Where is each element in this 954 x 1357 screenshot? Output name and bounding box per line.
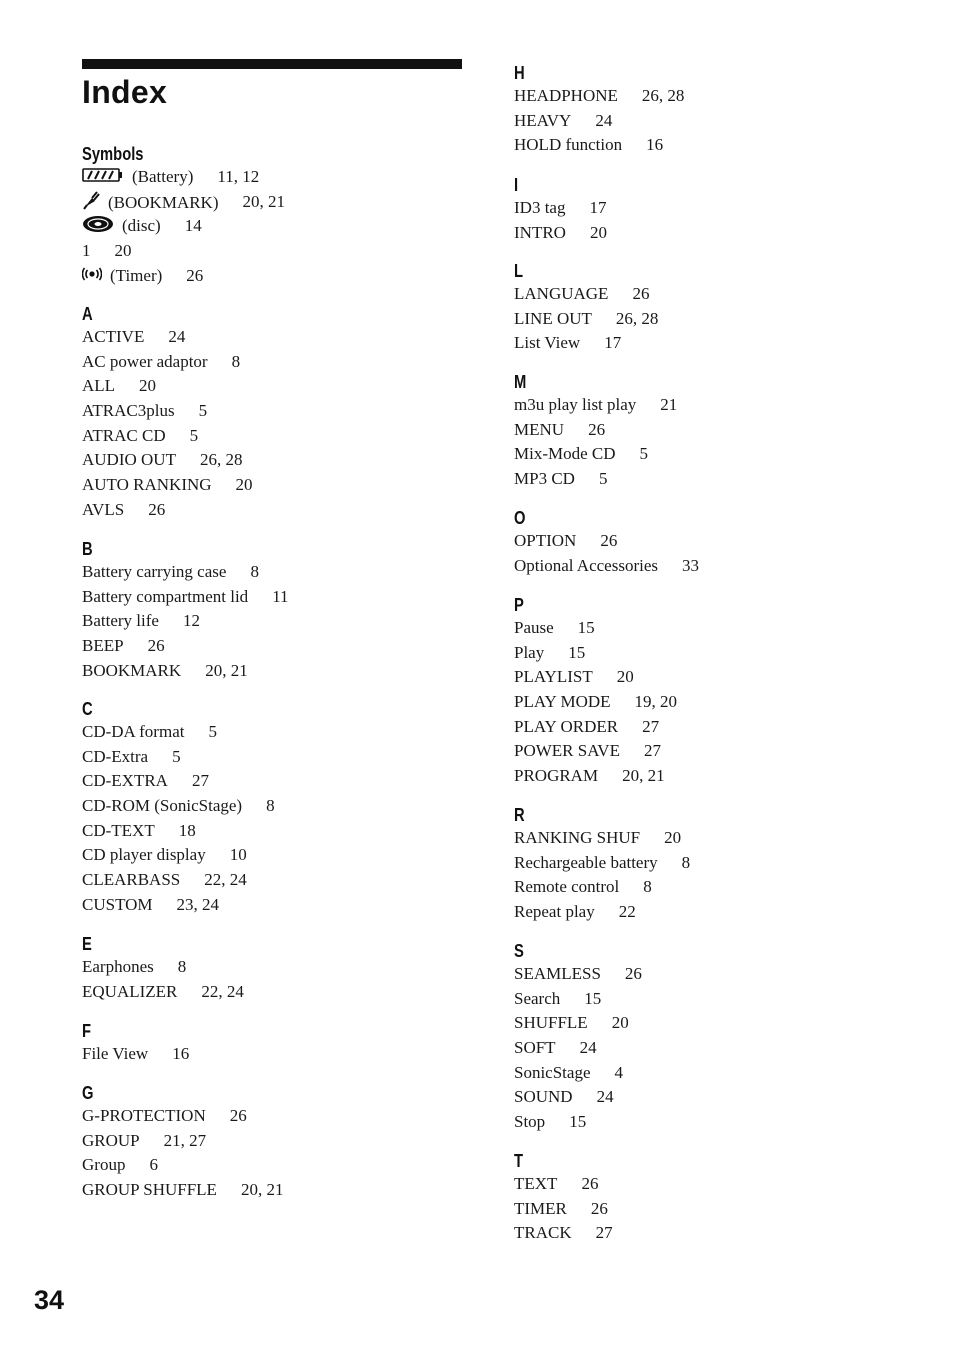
index-entry	[82, 350, 253, 375]
entry-pages: 27	[191, 771, 209, 791]
entry-term: INTRO	[514, 222, 566, 242]
bookmark-icon	[82, 190, 100, 218]
index-entry	[514, 84, 684, 109]
entry-term: BEEP	[82, 636, 124, 656]
index-entry	[82, 498, 253, 523]
index-entry	[82, 955, 244, 980]
index-entry	[514, 282, 658, 307]
entry-term: Earphones	[82, 957, 154, 976]
section-heading: B	[82, 539, 93, 559]
index-entry	[82, 769, 275, 794]
entry-term: OPTION	[514, 531, 577, 550]
index-entry	[82, 448, 253, 473]
entry-term: G-PROTECTION	[82, 1106, 206, 1125]
title-rule	[82, 59, 462, 69]
index-entry	[514, 739, 677, 764]
index-entry	[514, 467, 677, 492]
entry-term: Play	[514, 642, 545, 662]
index-entry	[82, 893, 275, 918]
entry-pages: 26	[588, 419, 606, 439]
entry-pages: 26, 28	[615, 308, 659, 328]
entry-pages: 26	[148, 499, 166, 519]
section-heading: H	[514, 63, 525, 83]
entry-term: ATRAC CD	[82, 425, 166, 445]
entry-pages: 18	[178, 820, 196, 840]
index-entry	[514, 900, 690, 925]
entry-pages: 5	[198, 401, 208, 421]
index-entry	[514, 393, 677, 418]
entry-pages: 33	[682, 555, 699, 575]
index-section-f	[82, 1020, 189, 1067]
entry-pages: 8	[231, 351, 241, 371]
entry-pages: 16	[646, 135, 664, 155]
index-entry	[514, 109, 684, 134]
entry-term: 1	[82, 241, 91, 261]
index-entry	[514, 875, 690, 900]
entry-pages: 20	[616, 667, 634, 687]
index-entry	[82, 794, 275, 819]
index-entry	[82, 1178, 283, 1203]
entry-pages: 26	[632, 284, 650, 303]
index-entry	[82, 1129, 283, 1154]
section-heading: L	[514, 261, 524, 281]
entry-term: Battery carrying case	[82, 562, 227, 581]
entry-term: CD player display	[82, 845, 206, 865]
entry-term: ATRAC3plus	[82, 401, 175, 421]
entry-term: HOLD function	[514, 135, 623, 155]
index-entry	[514, 1197, 613, 1222]
entry-pages: 22	[618, 902, 636, 922]
entry-pages: 15	[569, 1112, 587, 1132]
section-heading: E	[82, 934, 92, 954]
section-heading: A	[82, 304, 93, 324]
index-entry	[82, 843, 275, 868]
entry-term: TRACK	[514, 1223, 572, 1243]
section-heading: Symbols	[82, 144, 144, 164]
index-section-symbols	[82, 143, 285, 288]
index-section-m	[514, 371, 677, 492]
section-heading: S	[514, 941, 524, 961]
index-entry	[514, 987, 642, 1012]
entry-term: Repeat play	[514, 902, 595, 922]
entry-pages: 24	[579, 1038, 597, 1058]
entry-pages: 8	[266, 796, 275, 816]
index-entry	[82, 239, 285, 264]
entry-term: AVLS	[82, 499, 125, 519]
index-entry	[514, 962, 642, 987]
index-section-o	[514, 507, 699, 578]
entry-term: (BOOKMARK)	[108, 192, 219, 212]
entry-pages: 5	[208, 722, 217, 741]
entry-term: CUSTOM	[82, 894, 153, 914]
index-entry	[82, 473, 253, 498]
index-section-t	[514, 1150, 613, 1246]
index-entry	[514, 529, 699, 554]
index-entry	[514, 307, 658, 332]
entry-term: SOUND	[514, 1087, 573, 1107]
entry-term: HEAVY	[514, 110, 572, 130]
index-section-a	[82, 303, 253, 523]
entry-term: LINE OUT	[514, 308, 592, 328]
entry-term: PLAY ORDER	[514, 716, 619, 736]
index-entry	[514, 1110, 642, 1135]
entry-pages: 5	[598, 469, 608, 489]
entry-pages: 27	[643, 741, 661, 761]
entry-pages: 5	[189, 425, 199, 445]
entry-pages: 21, 27	[163, 1130, 207, 1150]
entry-pages: 26	[186, 265, 204, 285]
entry-term: Rechargeable battery	[514, 852, 658, 872]
index-entry	[82, 659, 289, 684]
section-heading: T	[514, 1151, 524, 1171]
entry-pages: 20	[139, 376, 157, 396]
entry-term: Battery life	[82, 611, 159, 631]
entry-pages: 15	[568, 642, 586, 662]
entry-pages: 22, 24	[204, 870, 247, 890]
entry-pages: 26	[624, 964, 642, 983]
index-entry	[514, 715, 677, 740]
entry-term: Pause	[514, 618, 554, 637]
entry-pages: 26	[229, 1106, 247, 1125]
page-number: 34	[34, 1285, 65, 1315]
index-entry	[82, 190, 285, 215]
entry-term: SonicStage	[514, 1062, 591, 1082]
page-title: Index	[82, 74, 168, 110]
index-entry	[514, 1172, 613, 1197]
index-entry	[514, 1085, 642, 1110]
index-entry	[514, 442, 677, 467]
entry-pages: 8	[250, 562, 259, 581]
entry-term: CLEARBASS	[82, 870, 181, 890]
entry-pages: 26	[147, 636, 165, 656]
entry-pages: 20, 21	[242, 192, 285, 212]
index-entry	[82, 399, 253, 424]
entry-term: AC power adaptor	[82, 351, 208, 371]
entry-term: LANGUAGE	[514, 284, 609, 303]
entry-pages: 20	[235, 475, 253, 495]
index-entry	[82, 325, 253, 350]
entry-pages: 8	[681, 852, 691, 872]
entry-pages: 15	[584, 988, 602, 1008]
entry-term: POWER SAVE	[514, 741, 620, 761]
index-entry	[82, 980, 244, 1005]
index-entry	[82, 1042, 189, 1067]
index-entry	[82, 1153, 283, 1178]
index-entry	[514, 133, 684, 158]
entry-term: (disc)	[122, 216, 161, 236]
index-entry	[514, 641, 677, 666]
entry-term: CD-DA format	[82, 722, 185, 741]
entry-pages: 4	[614, 1062, 623, 1082]
section-heading: C	[82, 699, 93, 719]
index-entry	[514, 1221, 613, 1246]
entry-pages: 27	[595, 1223, 613, 1243]
disc-icon	[82, 215, 114, 241]
index-entry	[514, 1036, 642, 1061]
entry-term: ACTIVE	[82, 327, 145, 346]
entry-pages: 5	[639, 444, 649, 464]
entry-term: TIMER	[514, 1198, 567, 1218]
entry-term: Stop	[514, 1112, 546, 1132]
entry-term: RANKING SHUF	[514, 828, 641, 847]
index-section-i	[514, 174, 607, 245]
entry-term: Group	[82, 1155, 126, 1175]
index-entry	[514, 826, 690, 851]
entry-pages: 5	[172, 746, 181, 766]
entry-pages: 22, 24	[201, 981, 244, 1001]
entry-term: GROUP	[82, 1130, 140, 1150]
index-entry	[82, 264, 285, 289]
entry-pages: 8	[177, 957, 187, 976]
index-entry	[514, 1061, 642, 1086]
index-section-g	[82, 1082, 283, 1203]
entry-term: Remote control	[514, 877, 620, 897]
section-heading: O	[514, 508, 526, 528]
index-entry	[82, 560, 289, 585]
entry-pages: 15	[577, 618, 595, 637]
entry-term: (Battery)	[132, 167, 194, 186]
entry-term: HEADPHONE	[514, 86, 618, 105]
entry-pages: 10	[229, 845, 247, 865]
timer-icon	[82, 264, 102, 289]
entry-term: SEAMLESS	[514, 964, 601, 983]
entry-term: ID3 tag	[514, 198, 566, 217]
entry-term: PLAY MODE	[514, 692, 611, 712]
entry-pages: 20	[114, 241, 132, 261]
entry-pages: 20	[611, 1013, 629, 1033]
index-entry	[82, 214, 285, 239]
entry-pages: 20, 21	[205, 660, 248, 680]
entry-pages: 20	[589, 222, 607, 242]
entry-term: SHUFFLE	[514, 1013, 588, 1033]
entry-pages: 27	[642, 716, 660, 736]
entry-term: EQUALIZER	[82, 981, 178, 1001]
entry-term: AUTO RANKING	[82, 475, 212, 495]
entry-term: m3u play list play	[514, 395, 637, 414]
entry-term: PLAYLIST	[514, 667, 593, 687]
index-entry	[514, 331, 658, 356]
index-entry	[82, 720, 275, 745]
entry-term: MP3 CD	[514, 469, 575, 489]
section-heading: G	[82, 1083, 94, 1103]
entry-pages: 26	[581, 1174, 599, 1193]
index-entry	[82, 165, 285, 190]
index-section-b	[82, 538, 289, 683]
entry-pages: 26	[600, 531, 618, 550]
index-section-s	[514, 940, 642, 1135]
entry-pages: 16	[172, 1044, 190, 1063]
entry-term: Mix-Mode CD	[514, 444, 616, 464]
entry-pages: 24	[168, 327, 186, 346]
index-entry	[82, 745, 275, 770]
index-entry	[514, 418, 677, 443]
index-entry	[514, 616, 677, 641]
entry-pages: 26, 28	[199, 450, 243, 470]
entry-term: Battery compartment lid	[82, 586, 249, 606]
entry-term: GROUP SHUFFLE	[82, 1180, 217, 1200]
section-heading: R	[514, 805, 525, 825]
entry-pages: 12	[182, 611, 200, 631]
index-entry	[82, 1104, 283, 1129]
entry-pages: 20	[664, 828, 682, 847]
index-entry	[514, 554, 699, 579]
entry-pages: 19, 20	[634, 692, 678, 712]
index-entry	[82, 585, 289, 610]
entry-pages: 23, 24	[176, 894, 220, 914]
index-entry	[514, 690, 677, 715]
entry-pages: 11	[272, 586, 289, 606]
index-section-p	[514, 594, 677, 789]
entry-pages: 20, 21	[622, 766, 665, 786]
index-entry	[514, 221, 607, 246]
index-entry	[82, 868, 275, 893]
battery-icon	[82, 166, 124, 191]
entry-term: CD-Extra	[82, 746, 149, 766]
entry-term: SOFT	[514, 1038, 556, 1058]
entry-term: List View	[514, 333, 581, 353]
entry-term: TEXT	[514, 1174, 558, 1193]
entry-pages: 8	[643, 877, 652, 897]
entry-pages: 17	[589, 198, 607, 217]
index-entry	[514, 764, 677, 789]
entry-term: AUDIO OUT	[82, 450, 176, 470]
index-entry	[514, 1011, 642, 1036]
index-entry	[82, 634, 289, 659]
entry-term: File View	[82, 1044, 149, 1063]
index-entry	[82, 424, 253, 449]
index-entry	[514, 665, 677, 690]
entry-term: CD-ROM (SonicStage)	[82, 796, 243, 816]
index-entry	[514, 196, 607, 221]
entry-term: MENU	[514, 419, 565, 439]
entry-pages: 20, 21	[240, 1180, 284, 1200]
index-section-e	[82, 933, 244, 1004]
entry-term: (Timer)	[110, 265, 163, 285]
section-heading: P	[514, 595, 524, 615]
index-entry	[514, 851, 690, 876]
entry-term: ALL	[82, 376, 116, 396]
index-section-c	[82, 698, 275, 918]
entry-term: CD-EXTRA	[82, 771, 168, 791]
entry-term: Optional Accessories	[514, 555, 658, 575]
entry-pages: 26	[590, 1198, 608, 1218]
entry-term: Search	[514, 988, 561, 1008]
entry-pages: 26, 28	[641, 86, 685, 105]
entry-pages: 11, 12	[217, 167, 260, 186]
entry-pages: 6	[149, 1155, 158, 1175]
entry-pages: 21	[660, 395, 678, 414]
section-heading: M	[514, 372, 527, 392]
index-section-l	[514, 260, 658, 356]
entry-pages: 24	[596, 1087, 614, 1107]
entry-term: CD-TEXT	[82, 820, 155, 840]
entry-pages: 24	[595, 110, 613, 130]
entry-pages: 17	[604, 333, 622, 353]
index-section-h	[514, 62, 684, 158]
index-entry	[82, 609, 289, 634]
section-heading: F	[82, 1021, 92, 1041]
entry-term: BOOKMARK	[82, 660, 182, 680]
entry-term: PROGRAM	[514, 766, 599, 786]
index-section-r	[514, 804, 690, 925]
section-heading: I	[514, 175, 519, 195]
index-entry	[82, 819, 275, 844]
index-entry	[82, 374, 253, 399]
entry-pages: 14	[184, 216, 202, 236]
